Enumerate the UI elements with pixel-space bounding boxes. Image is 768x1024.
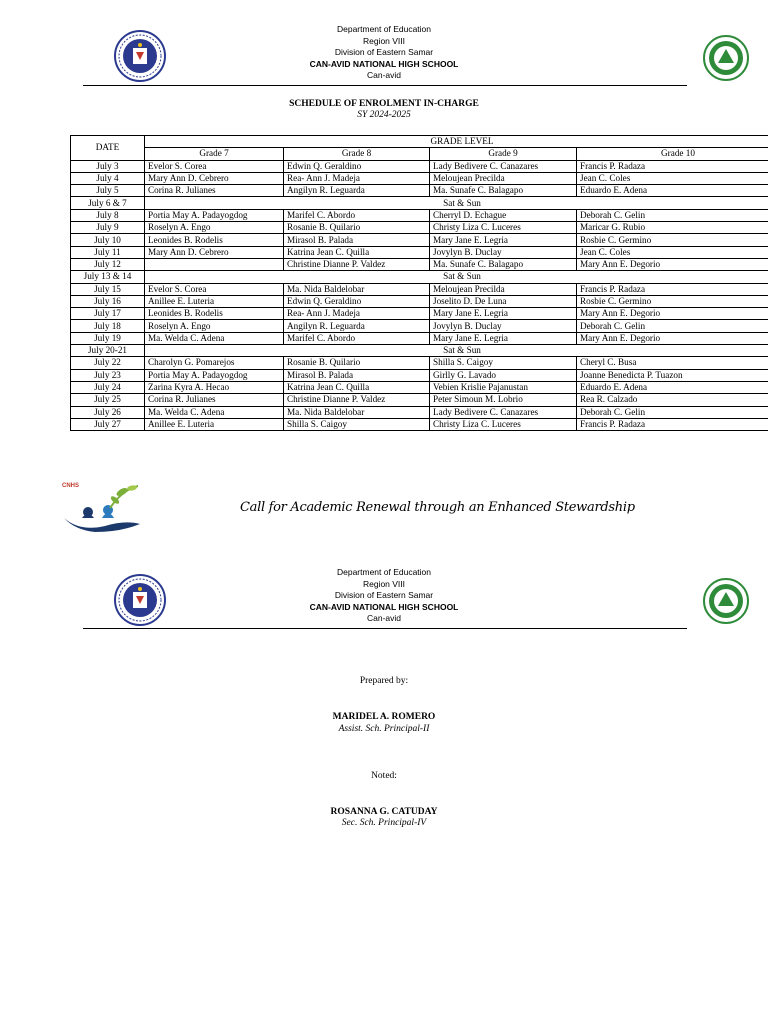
weekend-cell: Sat & Sun: [145, 345, 768, 357]
grade-9-cell: Girlly G. Lavado: [430, 369, 577, 381]
grade-7-cell: [145, 258, 284, 270]
grade-10-cell: Francis P. Radaza: [577, 160, 768, 172]
header-divider: [83, 85, 687, 86]
grade-10-cell: Jean C. Coles: [577, 246, 768, 258]
grade-8-cell: Rea- Ann J. Madeja: [284, 308, 430, 320]
grade-8-cell: Ma. Nida Baldelobar: [284, 406, 430, 418]
grade-10-cell: Jean C. Coles: [577, 172, 768, 184]
date-cell: July 13 & 14: [71, 271, 145, 283]
date-cell: July 6 & 7: [71, 197, 145, 209]
grade-header-row: [71, 148, 768, 160]
date-cell: July 10: [71, 234, 145, 246]
date-cell: July 18: [71, 320, 145, 332]
date-cell: July 15: [71, 283, 145, 295]
grade-10-cell: Mary Ann E. Degorio: [577, 258, 768, 270]
grade-7-cell: Corina R. Julianes: [145, 185, 284, 197]
table-row: [71, 418, 768, 430]
grade-8-cell: Ma. Nida Baldelobar: [284, 283, 430, 295]
header-school-name: CAN-AVID NATIONAL HIGH SCHOOL: [309, 601, 459, 612]
schedule-table: [70, 135, 768, 431]
grade-9-cell: Meloujean Precilda: [430, 283, 577, 295]
date-cell: July 23: [71, 369, 145, 381]
header-school-name: CAN-AVID NATIONAL HIGH SCHOOL: [309, 58, 459, 69]
grade-9-cell: Mary Jane E. Legria: [430, 234, 577, 246]
grade-8-cell: Christine Dianne P. Valdez: [284, 394, 430, 406]
date-cell: July 8: [71, 209, 145, 221]
grade-10-cell: Cheryl C. Busa: [577, 357, 768, 369]
table-row: [71, 209, 768, 221]
prepared-label: Prepared by:: [359, 676, 409, 686]
table-row: [71, 160, 768, 172]
grade-7-cell: Mary Ann D. Cebrero: [145, 246, 284, 258]
grade-7-cell: Evelor S. Corea: [145, 160, 284, 172]
grade-7-cell: Portia May A. Padayogdog: [145, 209, 284, 221]
grade-10-cell: Maricar G. Rubio: [577, 222, 768, 234]
table-row: [71, 172, 768, 184]
grade-9-cell: Vebien Krislie Pajanustan: [430, 381, 577, 393]
school-seal-icon: [703, 35, 749, 81]
logo-label: CNHS: [62, 483, 80, 489]
table-row: [71, 185, 768, 197]
header-divider: [83, 628, 687, 629]
grade-9-cell: Joselito D. De Luna: [430, 295, 577, 307]
grade-7-cell: Charolyn G. Pomarejos: [145, 357, 284, 369]
header-region: Region VIII: [362, 35, 406, 46]
grade-9-cell: Mary Jane E. Legria: [430, 332, 577, 344]
table-row: [71, 357, 768, 369]
grade-8-cell: Angilyn R. Leguarda: [284, 320, 430, 332]
grade-7-header: Grade 7: [145, 148, 284, 160]
table-row: [71, 332, 768, 344]
grade-10-cell: Deborah C. Gelin: [577, 406, 768, 418]
grade-10-cell: Joanne Benedicta P. Tuazon: [577, 369, 768, 381]
table-row: [71, 394, 768, 406]
header-department: Department of Education: [336, 567, 432, 577]
date-cell: July 22: [71, 357, 145, 369]
grade-7-cell: Zarina Kyra A. Hecao: [145, 381, 284, 393]
weekend-row: [71, 271, 768, 283]
grade-9-cell: Peter Simoun M. Lobrio: [430, 394, 577, 406]
date-cell: July 24: [71, 381, 145, 393]
table-row: [71, 369, 768, 381]
grade-8-header: Grade 8: [284, 148, 430, 160]
grade-7-cell: Mary Ann D. Cebrero: [145, 172, 284, 184]
weekend-cell: Sat & Sun: [145, 271, 768, 283]
grade-9-cell: Ma. Sunafe C. Balagapo: [430, 185, 577, 197]
grade-8-cell: Angilyn R. Leguarda: [284, 185, 430, 197]
grade-10-cell: Francis P. Radaza: [577, 418, 768, 430]
grade-7-cell: Corina R. Julianes: [145, 394, 284, 406]
table-row: [71, 406, 768, 418]
grade-10-cell: Eduardo E. Adena: [577, 381, 768, 393]
grade-8-cell: Rea- Ann J. Madeja: [284, 172, 430, 184]
table-row: [71, 258, 768, 270]
grade-8-cell: Mirasol B. Palada: [284, 234, 430, 246]
grade-7-cell: Roselyn A. Engo: [145, 320, 284, 332]
date-cell: July 20-21: [71, 345, 145, 357]
grade-level-header: GRADE LEVEL: [145, 136, 768, 148]
date-cell: July 3: [71, 160, 145, 172]
prepared-title: Assist. Sch. Principal-II: [338, 724, 430, 734]
header-town: Can-avid: [366, 70, 402, 80]
table-row: [71, 295, 768, 307]
table-row: [71, 234, 768, 246]
date-cell: July 12: [71, 258, 145, 270]
header-division: Division of Eastern Samar: [334, 47, 434, 57]
table-header-row: [71, 136, 768, 148]
grade-8-cell: Shilla S. Caigoy: [284, 418, 430, 430]
table-row: [71, 320, 768, 332]
grade-8-cell: Rosanie B. Quilario: [284, 357, 430, 369]
grade-7-cell: Evelor S. Corea: [145, 283, 284, 295]
grade-8-cell: Marifel C. Abordo: [284, 332, 430, 344]
date-cell: July 19: [71, 332, 145, 344]
grade-7-cell: Leonides B. Rodelis: [145, 234, 284, 246]
grade-7-cell: Ma. Welda C. Adena: [145, 332, 284, 344]
prepared-name: MARIDEL A. ROMERO: [332, 712, 436, 722]
grade-9-cell: Cherryl D. Echague: [430, 209, 577, 221]
grade-7-cell: Portia May A. Padayogdog: [145, 369, 284, 381]
noted-name: ROSANNA G. CATUDAY: [330, 807, 438, 817]
grade-7-cell: Leonides B. Rodelis: [145, 308, 284, 320]
grade-8-cell: Christine Dianne P. Valdez: [284, 258, 430, 270]
date-cell: July 9: [71, 222, 145, 234]
grade-10-cell: Rea R. Calzado: [577, 394, 768, 406]
weekend-cell: Sat & Sun: [145, 197, 768, 209]
grade-9-cell: Lady Bedivere C. Canazares: [430, 406, 577, 418]
document-title: SCHEDULE OF ENROLMENT IN-CHARGE: [289, 99, 479, 109]
motto-text: Call for Academic Renewal through an Enhanced Stewardship: [240, 500, 635, 515]
table-row: [71, 283, 768, 295]
grade-9-cell: Mary Jane E. Legria: [430, 308, 577, 320]
header-department: Department of Education: [336, 24, 432, 34]
date-cell: July 25: [71, 394, 145, 406]
grade-8-cell: Katrina Jean C. Quilla: [284, 246, 430, 258]
header-town: Can-avid: [366, 613, 402, 623]
school-seal-icon: [703, 578, 749, 624]
date-cell: July 27: [71, 418, 145, 430]
grade-7-cell: Anillee E. Luteria: [145, 295, 284, 307]
document-subtitle: SY 2024-2025: [357, 110, 411, 120]
grade-7-cell: Roselyn A. Engo: [145, 222, 284, 234]
grade-7-cell: Anillee E. Luteria: [145, 418, 284, 430]
grade-9-cell: Jovylyn B. Duclay: [430, 246, 577, 258]
grade-10-header: Grade 10: [577, 148, 768, 160]
noted-title: Sec. Sch. Principal-IV: [341, 818, 427, 828]
grade-9-cell: Ma. Sunafe C. Balagapo: [430, 258, 577, 270]
weekend-row: [71, 345, 768, 357]
grade-8-cell: Rosanie B. Quilario: [284, 222, 430, 234]
date-cell: July 11: [71, 246, 145, 258]
weekend-row: [71, 197, 768, 209]
grade-9-cell: Meloujean Precilda: [430, 172, 577, 184]
grade-10-cell: Eduardo E. Adena: [577, 185, 768, 197]
grade-7-cell: Ma. Welda C. Adena: [145, 406, 284, 418]
grade-8-cell: Mirasol B. Palada: [284, 369, 430, 381]
date-cell: July 5: [71, 185, 145, 197]
noted-label: Noted:: [371, 771, 397, 781]
date-header: DATE: [71, 136, 145, 161]
header-region: Region VIII: [362, 578, 406, 589]
grade-10-cell: Rosbie C. Germino: [577, 295, 768, 307]
grade-8-cell: Marifel C. Abordo: [284, 209, 430, 221]
grade-10-cell: Mary Ann E. Degorio: [577, 332, 768, 344]
grade-8-cell: Edwin Q. Geraldino: [284, 295, 430, 307]
grade-8-cell: Edwin Q. Geraldino: [284, 160, 430, 172]
table-row: [71, 308, 768, 320]
date-cell: July 4: [71, 172, 145, 184]
grade-9-cell: Christy Liza C. Luceres: [430, 222, 577, 234]
grade-9-cell: Christy Liza C. Luceres: [430, 418, 577, 430]
grade-9-cell: Lady Bedivere C. Canazares: [430, 160, 577, 172]
grade-10-cell: Mary Ann E. Degorio: [577, 308, 768, 320]
grade-10-cell: Deborah C. Gelin: [577, 320, 768, 332]
date-cell: July 17: [71, 308, 145, 320]
date-cell: July 26: [71, 406, 145, 418]
date-cell: July 16: [71, 295, 145, 307]
grade-8-cell: Katrina Jean C. Quilla: [284, 381, 430, 393]
grade-10-cell: Deborah C. Gelin: [577, 209, 768, 221]
header-division: Division of Eastern Samar: [334, 590, 434, 600]
table-row: [71, 246, 768, 258]
grade-9-header: Grade 9: [430, 148, 577, 160]
grade-10-cell: Rosbie C. Germino: [577, 234, 768, 246]
grade-9-cell: Shilla S. Caigoy: [430, 357, 577, 369]
grade-9-cell: Jovylyn B. Duclay: [430, 320, 577, 332]
grade-10-cell: Francis P. Radaza: [577, 283, 768, 295]
table-row: [71, 381, 768, 393]
table-row: [71, 222, 768, 234]
